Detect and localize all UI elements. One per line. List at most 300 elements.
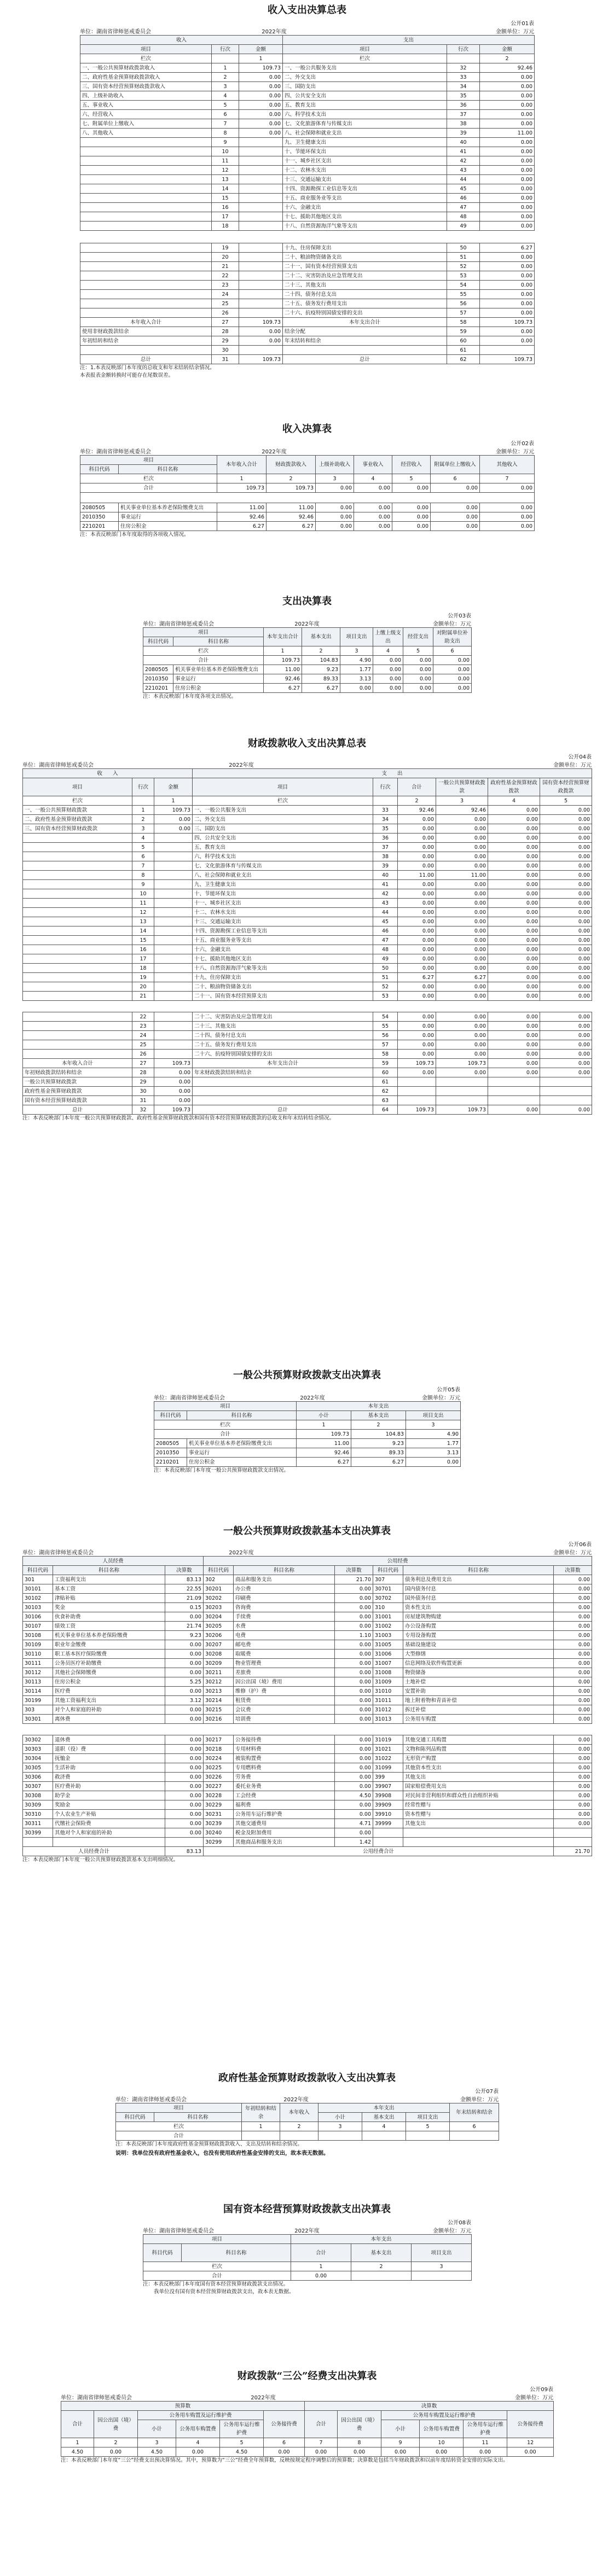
table-cell bbox=[239, 212, 283, 222]
table-cell: 0.00 bbox=[554, 1631, 592, 1640]
table-cell: 11.00 bbox=[267, 503, 316, 512]
row-number: 62 bbox=[447, 355, 480, 364]
table-cell: 89.33 bbox=[351, 1448, 406, 1458]
sum-value: 0.00 bbox=[373, 656, 403, 665]
table-cell bbox=[154, 834, 193, 843]
table-cell: 住房公积金 bbox=[119, 522, 217, 531]
col-code: 科目代码 bbox=[23, 1566, 53, 1575]
table-cell: 35 bbox=[373, 824, 398, 834]
table-cell bbox=[23, 992, 132, 1001]
table-cell: 92.46 bbox=[217, 512, 267, 522]
col-hang: 栏次 bbox=[23, 796, 132, 806]
table-cell: 二、外交支出 bbox=[283, 73, 447, 82]
table-cell: 十、节能环保支出 bbox=[193, 889, 373, 899]
table-cell: 0.00 bbox=[480, 336, 535, 346]
table-row bbox=[80, 129, 535, 138]
table-cell: 31012 bbox=[373, 1705, 403, 1715]
table-row bbox=[80, 503, 535, 512]
table-cell bbox=[154, 926, 193, 936]
table-cell bbox=[53, 1838, 165, 1847]
table-cell: 0.00 bbox=[540, 1012, 592, 1022]
col-num: 9 bbox=[381, 2438, 420, 2447]
table-cell bbox=[239, 147, 283, 156]
table-cell: 0.00 bbox=[480, 147, 535, 156]
table-cell: 0.00 bbox=[436, 954, 488, 964]
table-cell: 二十三、其他支出 bbox=[193, 1022, 373, 1031]
table-cell: 58 bbox=[373, 1050, 398, 1059]
income-header: 收入 bbox=[80, 36, 283, 45]
table-row bbox=[23, 1735, 592, 1745]
row-number: 58 bbox=[447, 318, 480, 327]
total-expense-value: 109.73 bbox=[480, 318, 535, 327]
table-cell: 住房公积金 bbox=[173, 684, 264, 693]
table-row bbox=[23, 1763, 592, 1773]
table-note: 注：本表反映部门本年度国有资本经营预算财政拨款支出情况。 bbox=[143, 2281, 289, 2287]
personnel-total-label: 人员经费合计 bbox=[23, 1847, 165, 1856]
col-total: 本年收入合计 bbox=[217, 456, 267, 474]
col-item: 项目 bbox=[143, 628, 264, 637]
income-table bbox=[80, 455, 535, 531]
table-row bbox=[23, 1819, 592, 1828]
total-row bbox=[80, 318, 535, 327]
table-cell bbox=[154, 964, 193, 973]
table-cell: 6.27 bbox=[436, 973, 488, 982]
table-cell: 30225 bbox=[204, 1763, 234, 1773]
table-cell: 0.00 bbox=[335, 1782, 373, 1791]
col-num: 3 bbox=[318, 2122, 362, 2131]
table-cell: 0.00 bbox=[554, 1612, 592, 1622]
table-cell: 0.00 bbox=[165, 1745, 204, 1754]
table-cell bbox=[154, 1031, 193, 1040]
public-header: 公用经费 bbox=[204, 1557, 592, 1566]
table-cell: 30306 bbox=[23, 1773, 53, 1782]
table-cell: 1.42 bbox=[335, 1838, 373, 1847]
table-cell: 30204 bbox=[204, 1612, 234, 1622]
table-cell: 四、上级补助收入 bbox=[80, 91, 212, 101]
table-cell: 0.00 bbox=[554, 1819, 592, 1828]
table-row bbox=[23, 1810, 592, 1819]
table-cell: 0.00 bbox=[554, 1773, 592, 1782]
table-cell: 0.00 bbox=[480, 119, 535, 129]
table-cell: 一、一般公共预算财政拨款 bbox=[23, 806, 132, 815]
table-row bbox=[23, 1584, 592, 1594]
col-code: 科目代码 bbox=[373, 1566, 403, 1575]
table-cell: 11.00 bbox=[217, 503, 267, 512]
table-cell: 0.00 bbox=[488, 899, 540, 908]
col-num: 4 bbox=[488, 796, 540, 806]
page-title: 财政拨款“三公”经费支出决算表 bbox=[237, 2370, 377, 2382]
table-cell: 30308 bbox=[23, 1791, 53, 1800]
table-cell: 经常性赠与 bbox=[403, 1800, 554, 1810]
table-row bbox=[80, 138, 535, 147]
sum-value: 104.83 bbox=[302, 656, 340, 665]
table-cell: 0.00 bbox=[373, 684, 403, 693]
table-cell: 0.00 bbox=[436, 1031, 488, 1040]
table-cell: 二十、粮油物资储备支出 bbox=[283, 253, 447, 262]
table-cell: 其他交通费用 bbox=[234, 1819, 335, 1828]
table-cell: 30101 bbox=[23, 1584, 53, 1594]
table-cell: 6.27 bbox=[267, 522, 316, 531]
col-item: 项目 bbox=[154, 1402, 297, 1411]
table-row bbox=[23, 1800, 592, 1810]
col-num: 5 bbox=[540, 796, 592, 806]
table-cell: 38 bbox=[447, 119, 480, 129]
table-cell: 30702 bbox=[373, 1594, 403, 1603]
table-cell: 14 bbox=[212, 184, 239, 194]
table-cell bbox=[23, 1040, 132, 1050]
table-cell bbox=[540, 1096, 592, 1105]
table-row bbox=[23, 1715, 592, 1724]
table-cell: 28 bbox=[132, 1068, 154, 1077]
table-cell: 14 bbox=[132, 926, 154, 936]
table-cell: 31 bbox=[132, 1096, 154, 1105]
table-cell: 0.00 bbox=[554, 1735, 592, 1745]
table-cell: 301 bbox=[23, 1575, 53, 1584]
col-num: 4 bbox=[362, 2122, 406, 2131]
table-cell: 26 bbox=[212, 308, 239, 318]
money-unit: 金额单位：万元 bbox=[421, 1395, 460, 1401]
table-cell: 12 bbox=[212, 166, 239, 175]
table-cell: 30110 bbox=[23, 1650, 53, 1659]
table-cell: 0.00 bbox=[436, 1068, 488, 1077]
table-cell: 0.00 bbox=[431, 522, 480, 531]
table-cell: 二十二、灾害防治及应急管理支出 bbox=[283, 271, 447, 281]
table-cell: 印刷费 bbox=[234, 1594, 335, 1603]
col-op: 经营支出 bbox=[403, 628, 433, 646]
table-cell: 0.00 bbox=[165, 1791, 204, 1800]
col-code: 科目代码 bbox=[154, 1411, 187, 1420]
table-cell: 16 bbox=[212, 203, 239, 212]
table-cell: 11 bbox=[132, 899, 154, 908]
table-cell: 0.00 bbox=[403, 684, 433, 693]
table-cell: 22 bbox=[212, 271, 239, 281]
table-cell: 50 bbox=[447, 243, 480, 253]
table-cell: 47 bbox=[447, 203, 480, 212]
col-gov-fund: 政府性基金预算财政拨款 bbox=[488, 778, 540, 796]
table-cell: 0.00 bbox=[554, 1640, 592, 1650]
table-cell: 0.00 bbox=[154, 824, 193, 834]
table-cell: 33 bbox=[373, 806, 398, 815]
table-row bbox=[23, 1696, 592, 1705]
table-cell: 30303 bbox=[23, 1745, 53, 1754]
table-cell: 6 bbox=[132, 852, 154, 861]
table-cell: 九、卫生健康支出 bbox=[283, 138, 447, 147]
table-cell: 19 bbox=[212, 243, 239, 253]
unit-name: 单位：湖南省律师惩戒委员会 bbox=[143, 2228, 214, 2234]
table-cell: 年初结转和结余 bbox=[80, 336, 212, 346]
table-cell: 十六、金融支出 bbox=[283, 203, 447, 212]
table-cell bbox=[80, 184, 212, 194]
table-cell: 20 bbox=[212, 253, 239, 262]
table-cell bbox=[154, 936, 193, 945]
table-cell: 机关事业单位基本养老保险缴费支出 bbox=[187, 1439, 297, 1448]
table-cell bbox=[23, 889, 132, 899]
col-num: 2 bbox=[351, 2262, 412, 2271]
section-income bbox=[0, 421, 614, 539]
table-cell: 52 bbox=[373, 982, 398, 992]
col-hang: 栏次 bbox=[80, 474, 217, 483]
table-cell: 住房公积金 bbox=[53, 1677, 165, 1687]
col-end: 年末结转和结余 bbox=[450, 2103, 499, 2122]
table-cell: 0.00 bbox=[398, 1050, 436, 1059]
grand-total-row bbox=[80, 355, 535, 364]
col-code: 科目代码 bbox=[143, 637, 173, 646]
table-cell: 十六、金融支出 bbox=[193, 945, 373, 954]
form-code: 公开02表 bbox=[511, 441, 534, 447]
table-cell: 会议费 bbox=[234, 1705, 335, 1715]
table-cell: 0.00 bbox=[540, 806, 592, 815]
table-cell: 十二、农林水支出 bbox=[283, 166, 447, 175]
table-cell: 0.00 bbox=[540, 834, 592, 843]
table-cell: 医疗费 bbox=[53, 1687, 165, 1696]
table-cell: 0.00 bbox=[488, 1022, 540, 1031]
public-total-value: 21.70 bbox=[554, 1847, 592, 1856]
table-cell: 0.00 bbox=[488, 992, 540, 1001]
table-cell: 0.00 bbox=[480, 290, 535, 299]
col-num: 4 bbox=[354, 474, 392, 483]
table-cell bbox=[80, 346, 212, 355]
table-cell: 11.00 bbox=[264, 665, 302, 674]
total-row bbox=[23, 1059, 592, 1068]
page-title: 收入决算表 bbox=[282, 423, 332, 435]
table-cell: 60 bbox=[373, 1068, 398, 1077]
col-name: 科目名称 bbox=[403, 1566, 554, 1575]
money-unit: 金额单位：万元 bbox=[514, 2395, 553, 2401]
table-cell: 61 bbox=[373, 1077, 398, 1087]
table-cell: 30309 bbox=[23, 1800, 53, 1810]
table-cell bbox=[154, 1022, 193, 1031]
col-sum: 合计 bbox=[291, 2244, 351, 2262]
table-cell bbox=[193, 1087, 373, 1096]
sum-value: 4.90 bbox=[340, 656, 373, 665]
table-row bbox=[23, 982, 592, 992]
table-cell: 6.27 bbox=[217, 522, 267, 531]
sum-label: 合计 bbox=[80, 483, 217, 493]
table-cell: 0.00 bbox=[480, 308, 535, 318]
col-num: 2 bbox=[398, 796, 436, 806]
table-cell: 31009 bbox=[373, 1677, 403, 1687]
table-cell: 0.00 bbox=[480, 253, 535, 262]
table-row bbox=[143, 674, 472, 684]
col-reception: 公务接待费 bbox=[507, 2411, 554, 2438]
col-sum: 合计 bbox=[398, 778, 436, 796]
table-cell: 0.00 bbox=[488, 964, 540, 973]
table-cell: 安置补助 bbox=[403, 1687, 554, 1696]
form-code: 公开08表 bbox=[448, 2220, 471, 2226]
table-cell: 公务员医疗补助缴费 bbox=[53, 1659, 165, 1668]
table-cell bbox=[80, 271, 212, 281]
table-cell: 47 bbox=[373, 936, 398, 945]
page-title: 财政拨款收入支出决算总表 bbox=[248, 738, 366, 749]
table-cell: 0.00 bbox=[335, 1603, 373, 1612]
table-cell: 30311 bbox=[23, 1819, 53, 1828]
table-cell: 0.00 bbox=[398, 917, 436, 926]
col-name: 科目名称 bbox=[154, 2113, 242, 2122]
table-cell: 0.00 bbox=[488, 843, 540, 852]
table-cell: 十九、住房保障支出 bbox=[283, 243, 447, 253]
table-cell: 4 bbox=[132, 834, 154, 843]
table-cell: 0.00 bbox=[398, 936, 436, 945]
col-num: 12 bbox=[507, 2438, 554, 2447]
form-code: 公开04表 bbox=[568, 754, 592, 760]
table-cell: 0.15 bbox=[165, 1603, 204, 1612]
col-upper: 上缴上级支出 bbox=[373, 628, 403, 646]
table-cell: 十四、资源勘探工业信息等支出 bbox=[193, 926, 373, 936]
table-cell: 0.00 bbox=[480, 82, 535, 91]
report-year: 2022年度 bbox=[294, 621, 320, 627]
table-cell bbox=[154, 852, 193, 861]
table-cell: 9.23 bbox=[351, 1439, 406, 1448]
table-cell: 0.00 bbox=[398, 880, 436, 889]
col-item: 项目 bbox=[193, 778, 373, 796]
table-row bbox=[23, 992, 592, 1001]
table-cell: 44 bbox=[447, 175, 480, 184]
table-cell: 离休费 bbox=[53, 1715, 165, 1724]
table-cell: 50 bbox=[373, 964, 398, 973]
unit-name: 单位：湖南省律师惩戒委员会 bbox=[115, 2097, 187, 2103]
table-cell: 工会经费 bbox=[234, 1791, 335, 1800]
table-row bbox=[23, 973, 592, 982]
table-cell: 0.00 bbox=[540, 964, 592, 973]
table-row bbox=[23, 964, 592, 973]
table-cell bbox=[23, 871, 132, 880]
table-cell: 0.00 bbox=[154, 1077, 193, 1087]
table-cell: 0.00 bbox=[480, 101, 535, 110]
table-cell: 0.00 bbox=[554, 1584, 592, 1594]
table-row bbox=[80, 194, 535, 203]
table-cell: 0.00 bbox=[540, 908, 592, 917]
table-cell: 4.71 bbox=[335, 1819, 373, 1828]
table-cell: 0.00 bbox=[540, 889, 592, 899]
table-cell: 0.00 bbox=[540, 992, 592, 1001]
table-cell: 21.74 bbox=[165, 1622, 204, 1631]
table-cell: 1.77 bbox=[406, 1439, 461, 1448]
table-row bbox=[143, 684, 472, 693]
table-row bbox=[23, 1828, 592, 1838]
col-proj: 项目支出 bbox=[406, 1411, 461, 1420]
col-item: 项目 bbox=[80, 456, 217, 465]
table-cell: 二十四、债务付息支出 bbox=[283, 290, 447, 299]
table-cell: 30212 bbox=[204, 1677, 234, 1687]
table-cell: 92.46 bbox=[436, 806, 488, 815]
total-income-value: 109.73 bbox=[154, 1059, 193, 1068]
col-num: 1 bbox=[264, 646, 302, 656]
table-cell: 0.00 bbox=[335, 1773, 373, 1782]
table-cell: 0.00 bbox=[335, 1735, 373, 1745]
col-total: 本年支出合计 bbox=[264, 628, 302, 646]
unit-name: 单位：湖南省律师惩戒委员会 bbox=[154, 1395, 225, 1401]
table-cell: 0.00 bbox=[373, 665, 403, 674]
table-cell: 0.00 bbox=[436, 889, 488, 899]
table-cell: 31011 bbox=[373, 1696, 403, 1705]
col-num: 1 bbox=[217, 474, 267, 483]
col-num: 2 bbox=[267, 474, 316, 483]
unit-name: 单位：湖南省律师惩戒委员会 bbox=[61, 2395, 132, 2401]
table-cell: 0.00 bbox=[436, 908, 488, 917]
table-cell: 3.13 bbox=[406, 1448, 461, 1458]
table-cell bbox=[80, 166, 212, 175]
table-cell: 0.00 bbox=[488, 861, 540, 871]
table-cell bbox=[23, 843, 132, 852]
table-cell: 大型修缮 bbox=[403, 1650, 554, 1659]
table-cell: 0.00 bbox=[316, 503, 354, 512]
col-proj: 项目支出 bbox=[340, 628, 373, 646]
table-cell: 31003 bbox=[373, 1631, 403, 1640]
col-hang: 栏次 bbox=[193, 796, 373, 806]
table-cell: 0.00 bbox=[480, 222, 535, 231]
table-row bbox=[23, 1622, 592, 1631]
table-cell: 0.00 bbox=[540, 936, 592, 945]
table-cell: 0.00 bbox=[436, 945, 488, 954]
table-cell: 5 bbox=[132, 843, 154, 852]
table-cell: 0.00 bbox=[239, 91, 283, 101]
table-row bbox=[23, 899, 592, 908]
table-cell: 0.00 bbox=[480, 327, 535, 336]
table-cell: 0.00 bbox=[398, 908, 436, 917]
table-cell: 0.00 bbox=[398, 843, 436, 852]
table-cell: 2080505 bbox=[80, 503, 119, 512]
grand-total-value: 109.73 bbox=[480, 355, 535, 364]
table-cell: 30203 bbox=[204, 1603, 234, 1612]
table-cell: 92.46 bbox=[267, 512, 316, 522]
table-row bbox=[80, 203, 535, 212]
total-expense-value: 0.00 bbox=[488, 1059, 540, 1068]
table-cell: 0.00 bbox=[436, 880, 488, 889]
table-cell: 0.00 bbox=[165, 1650, 204, 1659]
table-cell bbox=[23, 908, 132, 917]
table-cell: 十一、城乡社区支出 bbox=[283, 156, 447, 166]
col-hang: 栏次 bbox=[143, 2262, 291, 2271]
table-cell: 0.00 bbox=[406, 1458, 461, 1467]
table-cell bbox=[436, 1077, 488, 1087]
table-cell: 0.00 bbox=[239, 336, 283, 346]
grand-total-label: 总计 bbox=[80, 355, 212, 364]
table-cell: 0.00 bbox=[239, 327, 283, 336]
table-cell: 18 bbox=[132, 964, 154, 973]
table-row bbox=[23, 1068, 592, 1077]
table-cell: 30305 bbox=[23, 1763, 53, 1773]
table-cell: 其他工资福利支出 bbox=[53, 1696, 165, 1705]
table-cell: 46 bbox=[373, 926, 398, 936]
table-cell: 0.00 bbox=[335, 1715, 373, 1724]
table-cell: 五、事业收入 bbox=[80, 101, 212, 110]
table-cell: 30310 bbox=[23, 1810, 53, 1819]
table-cell: 0.00 bbox=[540, 1068, 592, 1077]
col-num: 6 bbox=[450, 2122, 499, 2131]
table-cell: 三、国有资本经营预算财政拨款 bbox=[23, 824, 132, 834]
table-cell: 0.00 bbox=[316, 512, 354, 522]
col-fiscal: 财政拨款收入 bbox=[267, 456, 316, 474]
table-cell: 国外债务付息 bbox=[403, 1594, 554, 1603]
table-cell: 24 bbox=[212, 290, 239, 299]
table-cell: 30107 bbox=[23, 1622, 53, 1631]
table-cell: 0.00 bbox=[335, 1754, 373, 1763]
table-cell: 0.00 bbox=[335, 1800, 373, 1810]
table-cell: 0.00 bbox=[305, 2447, 338, 2457]
table-cell: 0.00 bbox=[488, 815, 540, 824]
table-row bbox=[23, 815, 592, 824]
table-row bbox=[23, 852, 592, 861]
table-row bbox=[23, 936, 592, 945]
col-amount: 金额 bbox=[480, 45, 535, 54]
table-cell: 0.00 bbox=[480, 138, 535, 147]
table-cell: 42 bbox=[373, 889, 398, 899]
table-cell: 0.00 bbox=[398, 824, 436, 834]
table-cell: 22 bbox=[132, 1012, 154, 1022]
table-cell: 医疗费补助 bbox=[53, 1782, 165, 1791]
table-cell: 0.00 bbox=[554, 1687, 592, 1696]
col-name: 科目名称 bbox=[119, 465, 217, 474]
